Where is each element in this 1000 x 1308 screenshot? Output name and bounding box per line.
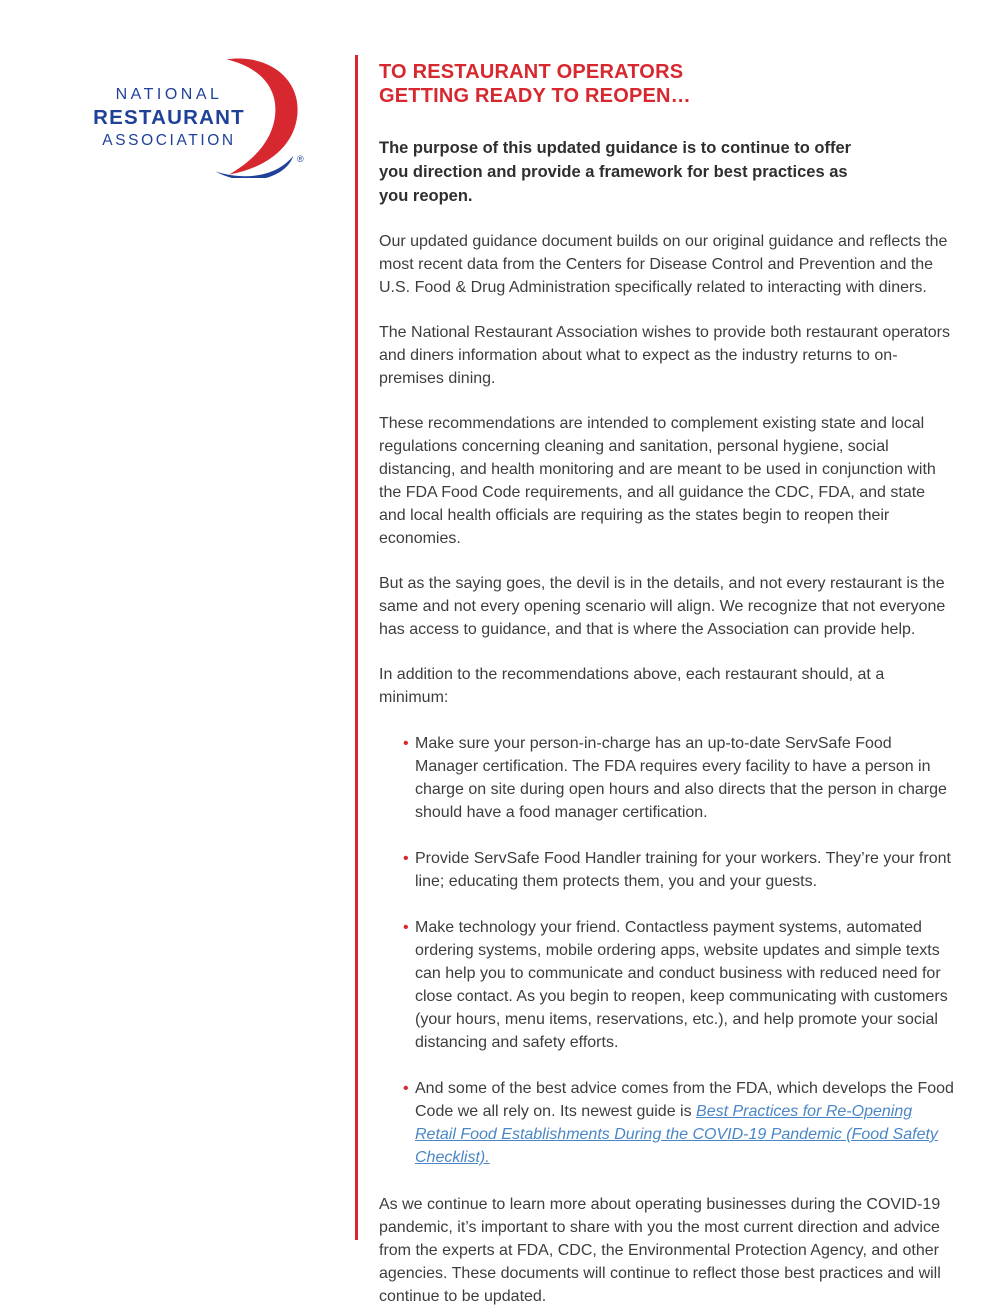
- list-item-text: Provide ServSafe Food Handler training for your workers. They’re your front line; educating them protects them, you and your guests.: [415, 850, 951, 890]
- registered-trademark-symbol: ®: [297, 154, 304, 164]
- list-item-text-before-link: And some of the best advice comes from the FDA, which develops the Food Code we all rely on. Its newest guide is: [415, 1080, 954, 1120]
- vertical-divider: [355, 55, 358, 1240]
- list-item-text: [415, 1077, 956, 1169]
- logo-text-restaurant: RESTAURANT: [93, 106, 245, 129]
- main-content: [379, 60, 956, 1308]
- page-title: [379, 60, 956, 108]
- list-item-text: Make sure your person-in-charge has an up-to-date ServSafe Food Manager certification. The FDA requires every facility to have a person in charge on site during open hours and also directs that the person in charge should have a food manager certification.: [415, 735, 947, 821]
- closing-paragraph: As we continue to learn more about operating businesses during the COVID-19 pandemic, it’s important to share with you the most current direction and advice from the experts at FDA, CDC, the Environmental Protection Agency, and other agencies. These documents will continue to reflect those best practices and will continue to be updated.: [379, 1196, 941, 1305]
- body-paragraph: These recommendations are intended to complement existing state and local regulations concerning cleaning and sanitation, personal hygiene, social distancing, and health monitoring and are meant to be used in conjunction with the FDA Food Code requirements, and all guidance the CDC, FDA, and state and local health officials are requiring as the states begin to reopen their economies.: [379, 415, 936, 547]
- bullet-icon: •: [403, 850, 409, 867]
- body-paragraph: But as the saying goes, the devil is in the details, and not every restaurant is the same and not every opening scenario will align. We recognize that not everyone has access to guidance, and that is where the Association can provide help.: [379, 575, 946, 638]
- fda-guide-link[interactable]: Best Practices for Re-Opening Retail Food Establishments During the COVID-19 Pandemic (Food Safety Checklist).: [415, 1103, 938, 1166]
- logo-text-association: ASSOCIATION: [102, 132, 236, 149]
- page-title-line-2: GETTING READY TO REOPEN…: [379, 85, 691, 107]
- list-item-text: Make technology your friend. Contactless payment systems, automated ordering systems, mobile ordering apps, website updates and simple texts can help you to communicate and conduct business with reduced need for close contact. As you begin to reopen, keep communicating with customers (your hours, menu items, reservations, etc.), and help promote your social distancing and safety efforts.: [415, 919, 948, 1051]
- nra-logo: [85, 86, 304, 164]
- body-paragraph: Our updated guidance document builds on our original guidance and reflects the most recent data from the Centers for Disease Control and Prevention and the U.S. Food & Drug Administration specifically related to interacting with diners.: [379, 233, 948, 296]
- list-item: [403, 916, 956, 1054]
- bullet-icon: •: [403, 919, 409, 936]
- bullet-list-leadin: In addition to the recommendations above, each restaurant should, at a minimum:: [379, 666, 885, 706]
- body-paragraph: The National Restaurant Association wishes to provide both restaurant operators and diners information about what to expect as the industry returns to on-premises dining.: [379, 324, 950, 387]
- intro-paragraph: The purpose of this updated guidance is to continue to offer you direction and provide a framework for best practices as you reopen.: [379, 139, 852, 205]
- page-title-line-1: TO RESTAURANT OPERATORS: [379, 61, 684, 83]
- list-item: [403, 847, 956, 893]
- recommendations-list: [379, 732, 956, 1169]
- list-item: [403, 1077, 956, 1169]
- bullet-icon: •: [403, 735, 409, 752]
- bullet-icon: •: [403, 1080, 409, 1097]
- list-item: [403, 732, 956, 824]
- logo-text-national: NATIONAL: [115, 86, 223, 103]
